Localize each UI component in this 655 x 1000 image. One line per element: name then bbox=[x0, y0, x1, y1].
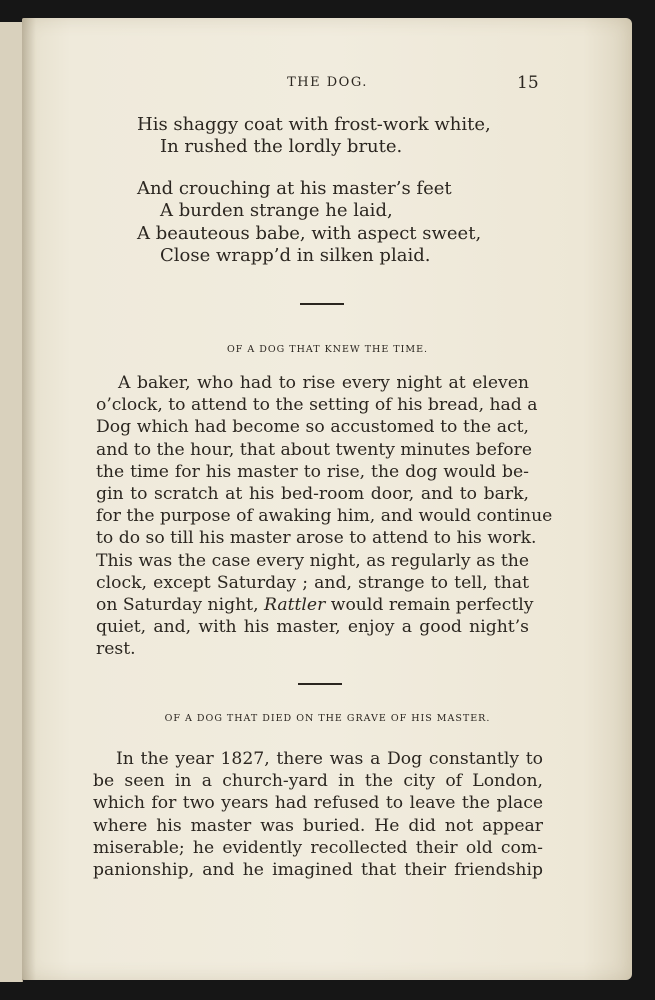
verse-line: A burden strange he laid, bbox=[160, 200, 393, 221]
text-line: and to the hour, that about twenty minutes before bbox=[96, 439, 532, 460]
verse-line: Close wrapp’d in silken plaid. bbox=[160, 245, 431, 266]
text-line: for the purpose of awaking him, and would continue bbox=[96, 506, 553, 527]
verse-line: In rushed the lordly brute. bbox=[160, 136, 403, 157]
text-line: panionship, and he imagined that their friendship bbox=[93, 860, 543, 881]
text-line: This was the case every night, as regularly as the bbox=[96, 550, 529, 571]
text-line bbox=[96, 594, 534, 616]
text-line: where his master was buried. He did not appear bbox=[93, 815, 543, 836]
section-heading: OF A DOG THAT KNEW THE TIME. bbox=[226, 344, 429, 355]
text-line: rest. bbox=[96, 639, 136, 660]
text-line: be seen in a church-yard in the city of London, bbox=[93, 771, 543, 792]
text-line: gin to scratch at his bed-room door, and to bark, bbox=[96, 484, 529, 505]
text-line: which for two years had refused to leave the place bbox=[93, 793, 543, 814]
paragraph-dog-knew-time bbox=[96, 372, 553, 661]
dog-name: Rattler bbox=[264, 595, 326, 616]
text-line: quiet, and, with his master, enjoy a good night’s bbox=[96, 617, 529, 638]
verse-line: His shaggy coat with frost-work white, bbox=[137, 114, 491, 135]
text-line: o’clock, to attend to the setting of his bread, had a bbox=[96, 395, 538, 416]
verse-line: A beauteous babe, with aspect sweet, bbox=[137, 223, 482, 244]
text-line: A baker, who had to rise every night at eleven bbox=[118, 373, 529, 393]
section-heading: OF A DOG THAT DIED ON THE GRAVE OF HIS MASTER. bbox=[164, 713, 491, 724]
text-segment: on Saturday night, bbox=[96, 595, 259, 616]
text-segment: would remain perfectly bbox=[330, 595, 534, 616]
page-number: 15 bbox=[517, 73, 539, 93]
section-divider bbox=[300, 303, 344, 305]
facing-page-edge bbox=[0, 22, 23, 982]
text-line: the time for his master to rise, the dog would be- bbox=[96, 461, 529, 482]
section-divider bbox=[298, 683, 342, 685]
text-line: clock, except Saturday ; and, strange to tell, that bbox=[96, 572, 529, 593]
paragraph-dog-died-on-grave bbox=[93, 748, 543, 881]
verse-line: And crouching at his master’s feet bbox=[137, 178, 452, 199]
text-line: In the year 1827, there was a Dog constantly to bbox=[116, 749, 543, 769]
text-line: to do so till his master arose to attend to his work. bbox=[96, 528, 537, 549]
text-line: Dog which had become so accustomed to the act, bbox=[96, 417, 529, 438]
spine-shadow bbox=[22, 18, 36, 980]
running-title: THE DOG. bbox=[287, 75, 368, 90]
text-line: miserable; he evidently recollected their old com- bbox=[93, 837, 543, 858]
